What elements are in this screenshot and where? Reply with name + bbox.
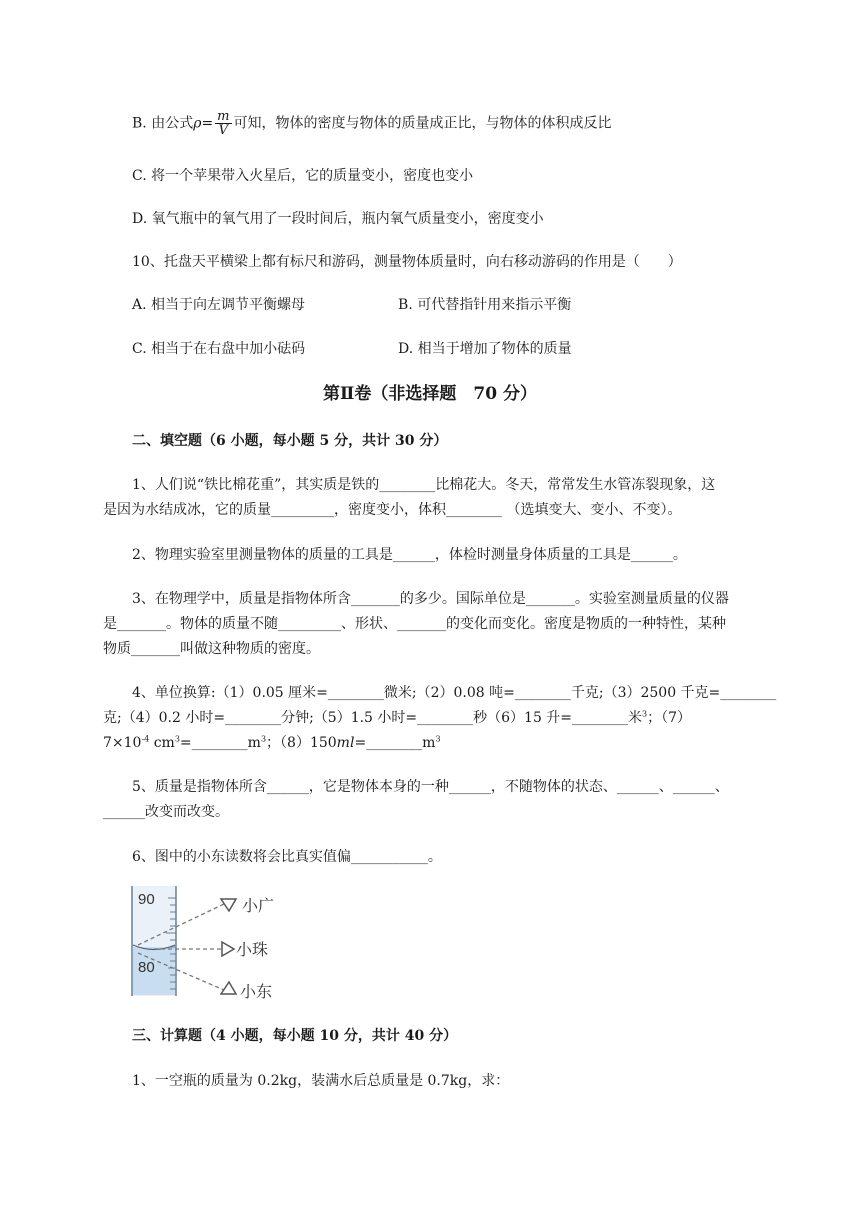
fraction-numerator: m (217, 109, 230, 124)
fill-q4-line3-e: =________m (354, 735, 436, 751)
fill-q4-line3-c: =________m (179, 735, 261, 751)
superscript: 3 (260, 734, 267, 744)
fill-q1-line1: 1、人们说“铁比棉花重”，其实质是铁的________比棉花大。冬天，常常发生水管冻裂现象，这 (132, 477, 716, 493)
fill-q4-line3-b: cm (149, 735, 175, 751)
calc-q1: 1、一空瓶的质量为 0.2kg，装满水后总质量是 0.7kg，求： (132, 1073, 510, 1089)
superscript: 3 (435, 734, 441, 744)
label-xiaoguang: 小广 (242, 896, 275, 915)
scale-label-90: 90 (138, 891, 155, 908)
fill-q5-line2: ______改变而改变。 (103, 804, 229, 820)
q10-option-a: A. 相当于向左调节平衡螺母 (132, 297, 306, 313)
eye-icon-mid (222, 942, 234, 956)
label-xiaodong: 小东 (240, 982, 273, 1001)
q9-option-b-prefix: B. 由公式 (132, 115, 194, 132)
q10-stem: 10、托盘天平横梁上都有标尺和游码，测量物体质量时，向右移动游码的作用是（ ） (132, 254, 682, 270)
fill-q4-line2-a: 克;（4）0.2 小时=________分钟;（5）1.5 小时=________秒（6）15 升=________米 (103, 710, 643, 726)
fill-q4-line3-a: 7×10 (103, 735, 142, 751)
q9-option-d: D. 氧气瓶中的氧气用了一段时间后，瓶内氧气质量变小，密度变小 (132, 211, 544, 227)
fraction-denominator: V (218, 123, 229, 138)
measuring-cylinder-svg (128, 884, 288, 1002)
part2-title: 第Ⅱ卷（非选择题 70 分） (323, 384, 537, 404)
fill-q4-line2 (103, 708, 691, 728)
eye-icon-bottom (221, 982, 236, 994)
fill-q2: 2、物理实验室里测量物体的质量的工具是______，体检时测量身体质量的工具是______。 (132, 547, 687, 563)
ml-unit: ml (336, 735, 355, 751)
fill-q4-line1: 4、单位换算:（1）0.05 厘米=________微米;（2）0.08 吨=________千克;（3）2500 千克=________ (132, 685, 777, 701)
fill-q4-line2-b: ；（7） (647, 710, 692, 726)
fill-q3-line3: 物质_______叫做这种物质的密度。 (103, 641, 320, 657)
superscript: 3 (642, 709, 648, 719)
rho-symbol: ρ (193, 115, 202, 132)
q10-option-b: B. 可代替指针用来指示平衡 (398, 297, 572, 313)
fill-q5-line1: 5、质量是指物体所含______，它是物体本身的一种______，不随物体的状态、______、______、 (132, 779, 729, 795)
q9-option-b-suffix: 可知，物体的密度与物体的质量成正比，与物体的体积成反比 (233, 115, 612, 132)
q10-option-c: C. 相当于在右盘中加小砝码 (132, 341, 306, 357)
scale-label-80: 80 (138, 959, 155, 976)
fill-q3-line2: 是_______。物体的质量不随_________、形状、_______的变化而变化。密度是物质的一种特性，某种 (103, 616, 726, 632)
superscript: 3 (174, 734, 180, 744)
q9-option-c: C. 将一个苹果带入火星后，它的质量变小，密度也变小 (132, 168, 474, 184)
equals-sign: = (201, 115, 214, 132)
label-xiaozhu: 小珠 (236, 940, 269, 959)
eye-icons (221, 899, 236, 994)
fill-q6: 6、图中的小东读数将会比真实值偏___________。 (132, 849, 442, 865)
exponent: -4 (141, 734, 150, 744)
fill-q1-line2: 是因为水结成冰，它的质量_________，密度变小，体积________ （选填变大、变小、不变）。 (103, 502, 682, 518)
q10-option-d: D. 相当于增加了物体的质量 (398, 341, 572, 357)
fill-section-heading: 二、填空题（6 小题，每小题 5 分，共计 30 分） (132, 433, 448, 449)
fill-q3-line1: 3、在物理学中，质量是指物体所含_______的多少。国际单位是_______。实验室测量质量的仪器 (132, 591, 729, 607)
density-formula-fraction (215, 110, 231, 137)
measuring-cylinder-figure (128, 884, 288, 1006)
calc-section-heading: 三、计算题（4 小题，每小题 10 分，共计 40 分） (132, 1028, 458, 1044)
fill-q4-line3-d: ；（8）150 (266, 735, 337, 751)
fill-q4-line3 (103, 733, 441, 753)
q9-option-b (132, 110, 612, 137)
